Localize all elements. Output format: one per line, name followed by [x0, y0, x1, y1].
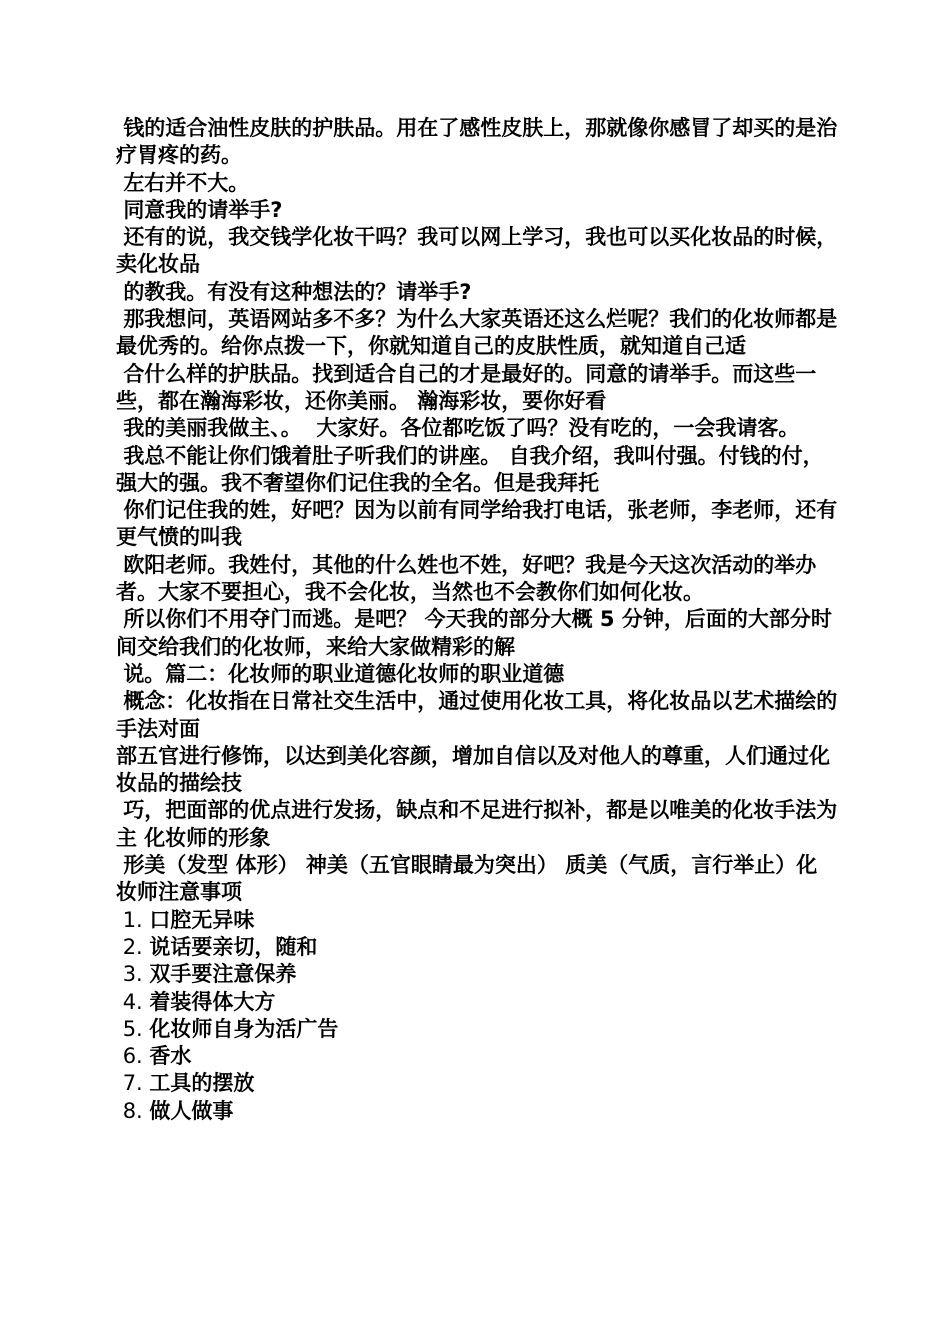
list-item-number: 3.	[116, 962, 150, 987]
paragraph-2: 左右并不大。	[116, 170, 250, 195]
list-item	[116, 961, 838, 988]
paragraph-5: 的教我。有没有这种想法的？请举手?	[116, 279, 472, 304]
precautions-list	[116, 907, 838, 1125]
list-item	[116, 907, 838, 934]
list-item	[116, 1098, 838, 1125]
list-item-number: 2.	[116, 934, 150, 959]
paragraph-10: 你们记住我的姓，好吧？因为以前有同学给我打电话，张老师，李老师，还有更气愤的叫我	[116, 498, 838, 550]
list-item-text: 着装得体大方	[149, 989, 276, 1014]
document-body	[116, 115, 838, 1125]
paragraph-13: 说。篇二：化妆师的职业道德化妆师的职业道德	[116, 661, 565, 686]
paragraph-17: 形美（发型 体形） 神美（五官眼睛最为突出） 质美（气质，言行举止）化妆师注意事项	[116, 853, 818, 905]
list-item-text: 做人做事	[149, 1098, 234, 1123]
list-item-number: 8.	[116, 1098, 150, 1123]
list-item-number: 6.	[116, 1044, 150, 1069]
list-item-number: 4.	[116, 989, 150, 1014]
paragraph-15: 部五官进行修饰，以达到美化容颜，增加自信以及对他人的尊重，人们通过化妆品的描绘技	[116, 743, 830, 796]
paragraph-4: 还有的说，我交钱学化妆干吗？我可以网上学习，我也可以买化妆品的时候，卖化妆品	[116, 225, 838, 277]
paragraph-12: 所以你们不用夺门而逃。是吧？ 今天我的部分大概 5 分钟，后面的大部分时间交给我们的化妆师，来给大家做精彩的解	[116, 607, 832, 659]
paragraph-6: 那我想问，英语网站多不多？为什么大家英语还这么烂呢？我们的化妆师都是最优秀的。给你点拨一下，你就知道自己的皮肤性质，就知道自己适	[116, 307, 838, 359]
list-item-text: 工具的摆放	[149, 1071, 255, 1096]
paragraph-3: 同意我的请举手?	[116, 197, 283, 222]
paragraph-14: 概念：化妆指在日常社交生活中，通过使用化妆工具，将化妆品以艺术描绘的手法对面	[116, 689, 838, 741]
list-item-text: 双手要注意保养	[149, 962, 297, 987]
list-item	[116, 1043, 838, 1070]
list-item-text: 口腔无异味	[149, 907, 255, 932]
list-item	[116, 989, 838, 1016]
list-item-text: 香水	[149, 1044, 192, 1069]
paragraph-8: 我的美丽我做主、。 大家好。各位都吃饭了吗？没有吃的，一会我请客。	[116, 416, 800, 441]
list-item	[116, 1016, 838, 1043]
list-item-number: 7.	[116, 1071, 150, 1096]
list-item-number: 1.	[116, 907, 150, 932]
paragraph-11: 欧阳老师。我姓付，其他的什么姓也不姓，好吧？我是今天这次活动的举办者。大家不要担心，我不会化妆，当然也不会教你们如何化妆。	[116, 552, 817, 605]
list-item-text: 说话要亲切，随和	[149, 934, 318, 959]
list-item	[116, 1070, 838, 1097]
paragraph-9: 我总不能让你们饿着肚子听我们的讲座。 自我介绍，我叫付强。付钱的付，强大的强。我不奢望你们记住我的全名。但是我拜托	[116, 443, 824, 495]
list-item	[116, 934, 838, 961]
list-item-text: 化妆师自身为活广告	[149, 1016, 339, 1041]
paragraph-7: 合什么样的护肤品。找到适合自己的才是最好的。同意的请举手。而这些一些，都在瀚海彩妆，还你美丽。 瀚海彩妆，要你好看	[116, 361, 817, 413]
list-item-number: 5.	[116, 1016, 150, 1041]
paragraph-1: 钱的适合油性皮肤的护肤品。用在了感性皮肤上，那就像你感冒了却买的是治疗胃疼的药。	[116, 116, 838, 168]
paragraph-16: 巧，把面部的优点进行发扬，缺点和不足进行拟补，都是以唯美的化妆手法为主 化妆师的形象	[116, 798, 838, 850]
